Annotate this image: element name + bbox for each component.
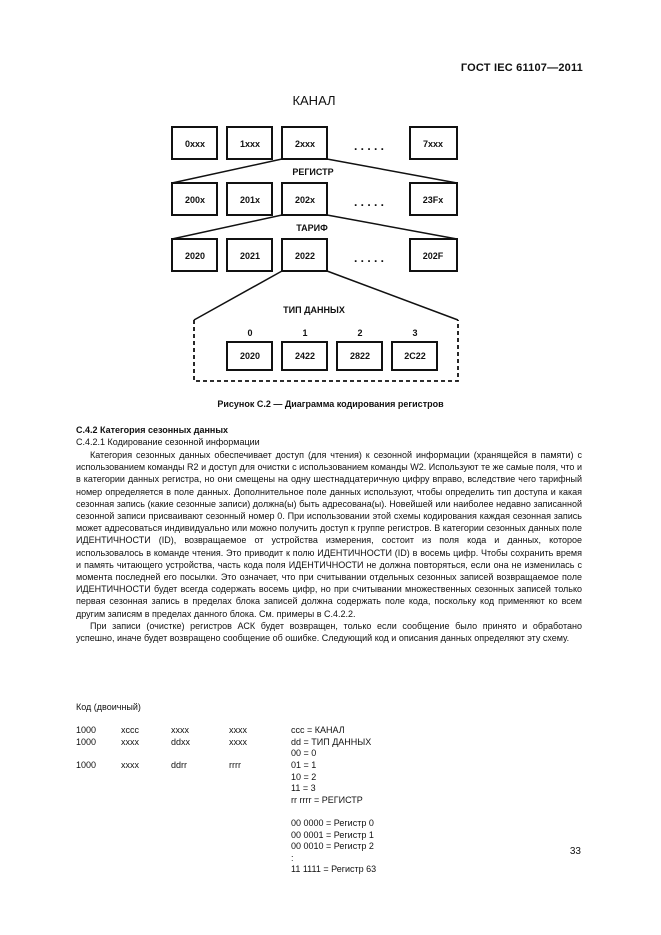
code-cell: rr rrrr = РЕГИСТР	[291, 794, 363, 805]
code-cell: 00 0010 = Регистр 2	[291, 841, 374, 852]
code-cell: ccc = КАНАЛ	[291, 725, 345, 736]
code-row	[76, 771, 317, 784]
expansion-line	[194, 271, 282, 320]
code-cell: 11 = 3	[291, 783, 316, 794]
code-cell: 00 0000 = Регистр 0	[291, 817, 374, 828]
data-type-label: ТИП ДАННЫХ	[283, 305, 345, 315]
code-cell: xxxx	[121, 759, 139, 770]
box-label: 202F	[422, 251, 444, 261]
code-cell: dd = ТИП ДАННЫХ	[291, 736, 372, 747]
box-label: 200x	[184, 195, 206, 205]
paragraph: Категория сезонных данных обеспечивает доступ (для чтения) к сезонной информации (хранящейся в памяти) с использованием команды R2 и доступ для очистки с использованием команды W2. Используют те же самые поля, что и в категории данных регистра, но они смещены на одну шестнадцатеричную цифру вправо, вследствие чего тарифный номер определяется в поле данных. Дополнительное поле данных используют, чтобы определить тип доступа и какая сезонная запись (какие сезонные записи) должна(ы) быть адресована(ы). Новейшей или наиболее недавно записанной сезонной записи присваивают сезонный номер 0. При использовании этой схемы кодирования каждая сезонная запись может адресоваться индивидуально или можно получить доступ к группе регистров. В категории сезонных данных поле ИДЕНТИЧНОСТИ (ID), возвращаемое от устройства измерения, состоит из поля кода и данных, которое использовалось в команде чтения. Это приводит к полю ИДЕНТИЧНОСТИ (ID) в восемь цифр. Чтобы сохранить время и память читающего устройства, часть кода поля ИДЕНТИЧНОСТИ не должна повторяться, если она не изменилась с момента последней его посылки. Это означает, что при считывании отдельных сезонных записей возвращаемое поле ИДЕНТИЧНОСТИ будет всегда содержать восемь цифр, но при считывании множественных сезонных записей только первая сезонная запись в пределах блока записей должна содержать поле кода, поскольку код применяют ко всем другим записям в пределах данного блока. См. примеры в С.4.2.2.	[76, 450, 582, 619]
code-cell: 10 = 2	[291, 771, 317, 782]
box-label: 201x	[239, 195, 261, 205]
code-row	[76, 806, 141, 818]
expansion-line	[327, 215, 457, 239]
box-label: 23Fx	[422, 195, 444, 205]
code-cell: 00 0001 = Регистр 1	[291, 829, 374, 840]
code-cell: 1000	[76, 736, 97, 747]
box-label: 202x	[294, 195, 316, 205]
register-coding-diagram	[0, 0, 661, 400]
code-row	[76, 748, 317, 760]
expansion-line	[172, 159, 282, 183]
code-title: Код (двоичный)	[76, 702, 141, 712]
code-row	[76, 864, 377, 876]
expansion-line	[327, 271, 458, 320]
ellipsis-dots: . . . . .	[353, 195, 385, 209]
box-label: 0xxx	[184, 139, 206, 149]
code-row	[76, 759, 317, 772]
box-label: 2022	[294, 251, 316, 261]
code-cell: 01 = 1	[291, 759, 317, 770]
index-label: 0	[247, 328, 253, 338]
register-label: РЕГИСТР	[292, 167, 334, 177]
index-label: 3	[412, 328, 418, 338]
code-row	[76, 829, 374, 842]
paragraph: При записи (очистке) регистров АСК будет возвращен, только если сообщение было принято и обработано успешно, иначе будет возвращено сообщение об ошибке. Следующий код и описания данных определяют эту схему.	[76, 620, 582, 644]
index-label: 1	[302, 328, 308, 338]
code-cell: xccc	[121, 725, 139, 736]
channel-title: КАНАЛ	[292, 93, 336, 108]
code-cell: 1000	[76, 725, 97, 736]
ellipsis-dots: . . . . .	[353, 139, 385, 153]
expansion-line	[327, 159, 457, 183]
page-number: 33	[569, 846, 581, 857]
box-label: 2020	[239, 351, 261, 361]
code-cell: ddrr	[171, 759, 188, 770]
box-label: 2822	[349, 351, 371, 361]
code-cell: xxxx	[229, 725, 247, 736]
code-cell: xxxx	[171, 725, 189, 736]
code-cell: :	[291, 852, 294, 863]
code-row	[76, 783, 316, 795]
box-label: 1xxx	[239, 139, 261, 149]
box-label: 2021	[239, 251, 261, 261]
code-cell: ddxx	[171, 736, 191, 747]
box-label: 2020	[184, 251, 206, 261]
box-label: 2422	[294, 351, 316, 361]
body-text	[76, 449, 582, 644]
document-header: ГОСТ IEC 61107—2011	[460, 62, 583, 74]
expansion-line	[172, 215, 282, 239]
code-cell: xxxx	[229, 736, 247, 747]
code-cell: rrrr	[229, 759, 241, 770]
code-cell: xxxx	[121, 736, 139, 747]
ellipsis-dots: . . . . .	[353, 251, 385, 265]
code-cell: 11 1111 = Регистр 63	[291, 864, 377, 875]
code-row	[76, 725, 345, 737]
tariff-label: ТАРИФ	[296, 223, 328, 233]
box-label: 7xxx	[422, 139, 444, 149]
figure-caption: Рисунок С.2 — Диаграмма кодирования регистров	[217, 399, 444, 409]
code-cell: 00 = 0	[291, 748, 317, 759]
code-row	[76, 794, 363, 807]
box-label: 2xxx	[294, 139, 316, 149]
subsection-heading: С.4.2.1 Кодирование сезонной информации	[76, 437, 260, 447]
box-label: 2C22	[404, 351, 426, 361]
code-cell: 1000	[76, 759, 97, 770]
code-row	[76, 736, 372, 749]
section-heading: С.4.2 Категория сезонных данных	[76, 425, 229, 435]
code-row	[76, 841, 374, 853]
code-row	[76, 852, 294, 865]
index-label: 2	[357, 328, 363, 338]
code-table	[76, 702, 377, 876]
code-row	[76, 817, 374, 830]
